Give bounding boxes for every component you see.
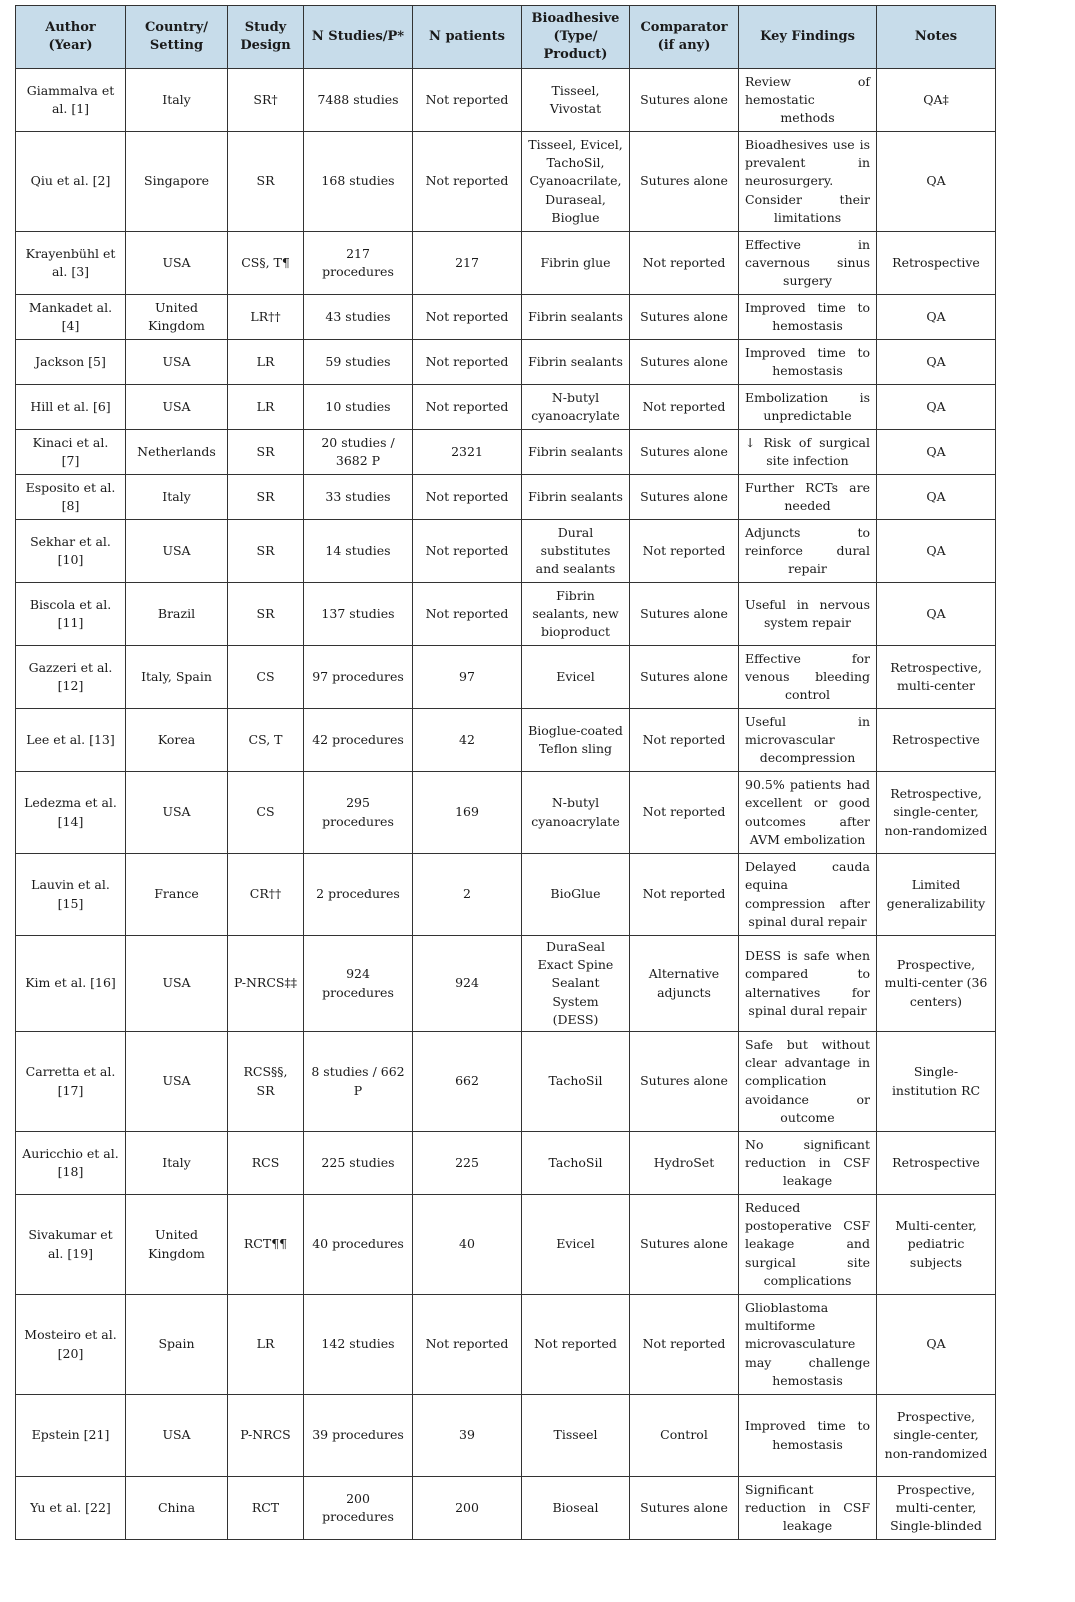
- comparator-cell: Sutures alone: [630, 646, 739, 709]
- notes-cell: QA‡: [877, 69, 996, 132]
- comparator-cell: Sutures alone: [630, 430, 739, 475]
- bioadhesive-cell: DuraSeal Exact Spine Sealant System (DESS): [522, 936, 630, 1032]
- comparator-cell: Not reported: [630, 772, 739, 854]
- n-patients-cell: 217: [413, 232, 522, 295]
- key-findings-cell: Bioadhesives use is prevalent in neurosurgery. Consider their limitations: [739, 132, 877, 232]
- bioadhesive-cell: Bioseal: [522, 1477, 630, 1540]
- comparator-cell: Not reported: [630, 385, 739, 430]
- n-patients-cell: Not reported: [413, 583, 522, 646]
- design-cell: P-NRCS‡‡: [228, 936, 304, 1032]
- country-cell: France: [126, 854, 228, 936]
- comparator-cell: Sutures alone: [630, 132, 739, 232]
- country-cell: Netherlands: [126, 430, 228, 475]
- country-cell: USA: [126, 1395, 228, 1477]
- n-patients-cell: 662: [413, 1032, 522, 1132]
- key-findings-cell: DESS is safe when compared to alternatives for spinal dural repair: [739, 936, 877, 1032]
- table-row: [16, 232, 996, 295]
- author-cell: Kim et al. [16]: [16, 936, 126, 1032]
- table-row: [16, 583, 996, 646]
- key-findings-cell: Embolization is unpredictable: [739, 385, 877, 430]
- design-cell: SR: [228, 430, 304, 475]
- n-patients-cell: Not reported: [413, 295, 522, 340]
- table-row: [16, 132, 996, 232]
- author-cell: Qiu et al. [2]: [16, 132, 126, 232]
- notes-cell: QA: [877, 475, 996, 520]
- author-cell: Hill et al. [6]: [16, 385, 126, 430]
- design-cell: CS§, T¶: [228, 232, 304, 295]
- author-cell: Carretta et al. [17]: [16, 1032, 126, 1132]
- author-cell: Mankadet al. [4]: [16, 295, 126, 340]
- notes-cell: QA: [877, 583, 996, 646]
- table-row: [16, 340, 996, 385]
- design-cell: CS, T: [228, 709, 304, 772]
- comparator-cell: Alternative adjuncts: [630, 936, 739, 1032]
- notes-cell: QA: [877, 430, 996, 475]
- key-findings-cell: Useful in nervous system repair: [739, 583, 877, 646]
- author-cell: Auricchio et al. [18]: [16, 1132, 126, 1195]
- author-cell: Lee et al. [13]: [16, 709, 126, 772]
- header-row: [16, 6, 996, 69]
- key-findings-cell: Improved time to hemostasis: [739, 295, 877, 340]
- table-row: [16, 1032, 996, 1132]
- design-cell: RCS§§, SR: [228, 1032, 304, 1132]
- country-cell: Italy: [126, 69, 228, 132]
- country-cell: United Kingdom: [126, 295, 228, 340]
- key-findings-cell: Reduced postoperative CSF leakage and surgical site complications: [739, 1195, 877, 1295]
- bioadhesive-cell: Fibrin glue: [522, 232, 630, 295]
- header-bioadhesive: Bioadhesive (Type/ Product): [522, 6, 630, 69]
- notes-cell: Single-institution RC: [877, 1032, 996, 1132]
- country-cell: Italy, Spain: [126, 646, 228, 709]
- bioadhesive-cell: Fibrin sealants: [522, 430, 630, 475]
- comparator-cell: Sutures alone: [630, 475, 739, 520]
- comparator-cell: Not reported: [630, 232, 739, 295]
- key-findings-cell: Effective for venous bleeding control: [739, 646, 877, 709]
- notes-cell: QA: [877, 132, 996, 232]
- table-row: [16, 295, 996, 340]
- author-cell: Esposito et al. [8]: [16, 475, 126, 520]
- n-studies-cell: 59 studies: [304, 340, 413, 385]
- author-cell: Sekhar et al. [10]: [16, 520, 126, 583]
- design-cell: RCT¶¶: [228, 1195, 304, 1295]
- design-cell: SR: [228, 132, 304, 232]
- table-row: [16, 385, 996, 430]
- country-cell: USA: [126, 232, 228, 295]
- header-n-studies: N Studies/P*: [304, 6, 413, 69]
- header-key-findings: Key Findings: [739, 6, 877, 69]
- notes-cell: Retrospective: [877, 1132, 996, 1195]
- table-row: [16, 646, 996, 709]
- table-row: [16, 1477, 996, 1540]
- notes-cell: Prospective, single-center, non-randomized: [877, 1395, 996, 1477]
- notes-cell: QA: [877, 520, 996, 583]
- table-row: [16, 1132, 996, 1195]
- comparator-cell: Not reported: [630, 1295, 739, 1395]
- comparator-cell: Sutures alone: [630, 583, 739, 646]
- bioadhesive-cell: TachoSil: [522, 1032, 630, 1132]
- n-studies-cell: 217 procedures: [304, 232, 413, 295]
- author-cell: Giammalva et al. [1]: [16, 69, 126, 132]
- comparator-cell: Sutures alone: [630, 1477, 739, 1540]
- bioadhesive-cell: Tisseel, Vivostat: [522, 69, 630, 132]
- n-patients-cell: Not reported: [413, 132, 522, 232]
- n-studies-cell: 200 procedures: [304, 1477, 413, 1540]
- author-cell: Epstein [21]: [16, 1395, 126, 1477]
- notes-cell: Prospective, multi-center (36 centers): [877, 936, 996, 1032]
- bioadhesive-cell: BioGlue: [522, 854, 630, 936]
- key-findings-cell: Useful in microvascular decompression: [739, 709, 877, 772]
- n-studies-cell: 14 studies: [304, 520, 413, 583]
- design-cell: SR: [228, 520, 304, 583]
- country-cell: USA: [126, 772, 228, 854]
- bioadhesive-cell: Fibrin sealants: [522, 340, 630, 385]
- key-findings-cell: Effective in cavernous sinus surgery: [739, 232, 877, 295]
- notes-cell: Multi-center, pediatric subjects: [877, 1195, 996, 1295]
- key-findings-cell: Glioblastoma multiforme microvasculature may challenge hemostasis: [739, 1295, 877, 1395]
- n-studies-cell: 8 studies / 662 P: [304, 1032, 413, 1132]
- n-studies-cell: 42 procedures: [304, 709, 413, 772]
- design-cell: LR††: [228, 295, 304, 340]
- design-cell: P-NRCS: [228, 1395, 304, 1477]
- bioadhesive-cell: Evicel: [522, 646, 630, 709]
- key-findings-cell: Delayed cauda equina compression after spinal dural repair: [739, 854, 877, 936]
- table-row: [16, 520, 996, 583]
- country-cell: Korea: [126, 709, 228, 772]
- notes-cell: Prospective, multi-center, Single-blinded: [877, 1477, 996, 1540]
- bioadhesive-cell: Not reported: [522, 1295, 630, 1395]
- bioadhesive-cell: Tisseel, Evicel, TachoSil, Cyanoacrilate, Duraseal, Bioglue: [522, 132, 630, 232]
- table-row: [16, 1395, 996, 1477]
- n-studies-cell: 137 studies: [304, 583, 413, 646]
- key-findings-cell: Review of hemostatic methods: [739, 69, 877, 132]
- design-cell: RCT: [228, 1477, 304, 1540]
- n-patients-cell: Not reported: [413, 385, 522, 430]
- bioadhesive-cell: N-butyl cyanoacrylate: [522, 772, 630, 854]
- country-cell: Singapore: [126, 132, 228, 232]
- n-patients-cell: Not reported: [413, 340, 522, 385]
- country-cell: USA: [126, 385, 228, 430]
- comparator-cell: Sutures alone: [630, 1195, 739, 1295]
- table-row: [16, 936, 996, 1032]
- table-body: [16, 69, 996, 1540]
- key-findings-cell: Further RCTs are needed: [739, 475, 877, 520]
- notes-cell: Retrospective: [877, 232, 996, 295]
- table-header: [16, 6, 996, 69]
- design-cell: RCS: [228, 1132, 304, 1195]
- header-notes: Notes: [877, 6, 996, 69]
- key-findings-cell: Improved time to hemostasis: [739, 340, 877, 385]
- n-patients-cell: Not reported: [413, 1295, 522, 1395]
- n-patients-cell: Not reported: [413, 520, 522, 583]
- key-findings-cell: ↓ Risk of surgical site infection: [739, 430, 877, 475]
- author-cell: Mosteiro et al. [20]: [16, 1295, 126, 1395]
- n-studies-cell: 97 procedures: [304, 646, 413, 709]
- country-cell: USA: [126, 520, 228, 583]
- bioadhesive-cell: Fibrin sealants: [522, 475, 630, 520]
- n-studies-cell: 142 studies: [304, 1295, 413, 1395]
- bioadhesive-cell: Tisseel: [522, 1395, 630, 1477]
- author-cell: Sivakumar et al. [19]: [16, 1195, 126, 1295]
- design-cell: CS: [228, 646, 304, 709]
- header-design: Study Design: [228, 6, 304, 69]
- table-row: [16, 709, 996, 772]
- header-comparator: Comparator (if any): [630, 6, 739, 69]
- n-studies-cell: 43 studies: [304, 295, 413, 340]
- n-studies-cell: 10 studies: [304, 385, 413, 430]
- design-cell: LR: [228, 385, 304, 430]
- n-studies-cell: 20 studies / 3682 P: [304, 430, 413, 475]
- notes-cell: QA: [877, 340, 996, 385]
- comparator-cell: Control: [630, 1395, 739, 1477]
- n-studies-cell: 168 studies: [304, 132, 413, 232]
- comparator-cell: HydroSet: [630, 1132, 739, 1195]
- notes-cell: QA: [877, 295, 996, 340]
- design-cell: SR: [228, 475, 304, 520]
- author-cell: Yu et al. [22]: [16, 1477, 126, 1540]
- table-row: [16, 475, 996, 520]
- notes-cell: Retrospective, multi-center: [877, 646, 996, 709]
- n-studies-cell: 225 studies: [304, 1132, 413, 1195]
- n-patients-cell: 2: [413, 854, 522, 936]
- n-patients-cell: 42: [413, 709, 522, 772]
- design-cell: LR: [228, 340, 304, 385]
- key-findings-cell: 90.5% patients had excellent or good outcomes after AVM embolization: [739, 772, 877, 854]
- table-row: [16, 772, 996, 854]
- key-findings-cell: Improved time to hemostasis: [739, 1395, 877, 1477]
- table-row: [16, 69, 996, 132]
- country-cell: USA: [126, 1032, 228, 1132]
- comparator-cell: Sutures alone: [630, 1032, 739, 1132]
- n-patients-cell: 924: [413, 936, 522, 1032]
- country-cell: China: [126, 1477, 228, 1540]
- country-cell: Italy: [126, 475, 228, 520]
- design-cell: SR†: [228, 69, 304, 132]
- comparator-cell: Not reported: [630, 709, 739, 772]
- bioadhesive-cell: Dural substitutes and sealants: [522, 520, 630, 583]
- bioadhesive-cell: Fibrin sealants: [522, 295, 630, 340]
- n-patients-cell: 200: [413, 1477, 522, 1540]
- comparator-cell: Sutures alone: [630, 69, 739, 132]
- country-cell: USA: [126, 936, 228, 1032]
- comparator-cell: Not reported: [630, 520, 739, 583]
- author-cell: Kinaci et al. [7]: [16, 430, 126, 475]
- table-row: [16, 1295, 996, 1395]
- studies-table: [15, 5, 996, 1540]
- author-cell: Lauvin et al. [15]: [16, 854, 126, 936]
- n-studies-cell: 7488 studies: [304, 69, 413, 132]
- design-cell: CS: [228, 772, 304, 854]
- n-patients-cell: Not reported: [413, 69, 522, 132]
- design-cell: CR††: [228, 854, 304, 936]
- comparator-cell: Sutures alone: [630, 295, 739, 340]
- table-row: [16, 430, 996, 475]
- header-country: Country/ Setting: [126, 6, 228, 69]
- n-studies-cell: 40 procedures: [304, 1195, 413, 1295]
- table-row: [16, 854, 996, 936]
- author-cell: Biscola et al. [11]: [16, 583, 126, 646]
- n-patients-cell: 169: [413, 772, 522, 854]
- bioadhesive-cell: Fibrin sealants, new bioproduct: [522, 583, 630, 646]
- key-findings-cell: Safe but without clear advantage in complication avoidance or outcome: [739, 1032, 877, 1132]
- notes-cell: Retrospective: [877, 709, 996, 772]
- country-cell: Italy: [126, 1132, 228, 1195]
- notes-cell: Retrospective, single-center, non-randomized: [877, 772, 996, 854]
- n-patients-cell: 2321: [413, 430, 522, 475]
- studies-table-container: [15, 5, 995, 1540]
- n-studies-cell: 33 studies: [304, 475, 413, 520]
- country-cell: Brazil: [126, 583, 228, 646]
- bioadhesive-cell: Evicel: [522, 1195, 630, 1295]
- table-row: [16, 1195, 996, 1295]
- notes-cell: QA: [877, 385, 996, 430]
- n-patients-cell: 225: [413, 1132, 522, 1195]
- n-studies-cell: 295 procedures: [304, 772, 413, 854]
- n-studies-cell: 2 procedures: [304, 854, 413, 936]
- header-n-patients: N patients: [413, 6, 522, 69]
- n-patients-cell: 97: [413, 646, 522, 709]
- bioadhesive-cell: N-butyl cyanoacrylate: [522, 385, 630, 430]
- country-cell: United Kingdom: [126, 1195, 228, 1295]
- author-cell: Jackson [5]: [16, 340, 126, 385]
- comparator-cell: Not reported: [630, 854, 739, 936]
- notes-cell: QA: [877, 1295, 996, 1395]
- author-cell: Gazzeri et al. [12]: [16, 646, 126, 709]
- n-patients-cell: Not reported: [413, 475, 522, 520]
- author-cell: Krayenbühl et al. [3]: [16, 232, 126, 295]
- comparator-cell: Sutures alone: [630, 340, 739, 385]
- design-cell: LR: [228, 1295, 304, 1395]
- bioadhesive-cell: TachoSil: [522, 1132, 630, 1195]
- header-author: Author (Year): [16, 6, 126, 69]
- country-cell: USA: [126, 340, 228, 385]
- design-cell: SR: [228, 583, 304, 646]
- notes-cell: Limited generalizability: [877, 854, 996, 936]
- n-studies-cell: 39 procedures: [304, 1395, 413, 1477]
- key-findings-cell: No significant reduction in CSF leakage: [739, 1132, 877, 1195]
- country-cell: Spain: [126, 1295, 228, 1395]
- key-findings-cell: Adjuncts to reinforce dural repair: [739, 520, 877, 583]
- bioadhesive-cell: Bioglue-coated Teflon sling: [522, 709, 630, 772]
- author-cell: Ledezma et al. [14]: [16, 772, 126, 854]
- n-patients-cell: 40: [413, 1195, 522, 1295]
- n-studies-cell: 924 procedures: [304, 936, 413, 1032]
- n-patients-cell: 39: [413, 1395, 522, 1477]
- key-findings-cell: Significant reduction in CSF leakage: [739, 1477, 877, 1540]
